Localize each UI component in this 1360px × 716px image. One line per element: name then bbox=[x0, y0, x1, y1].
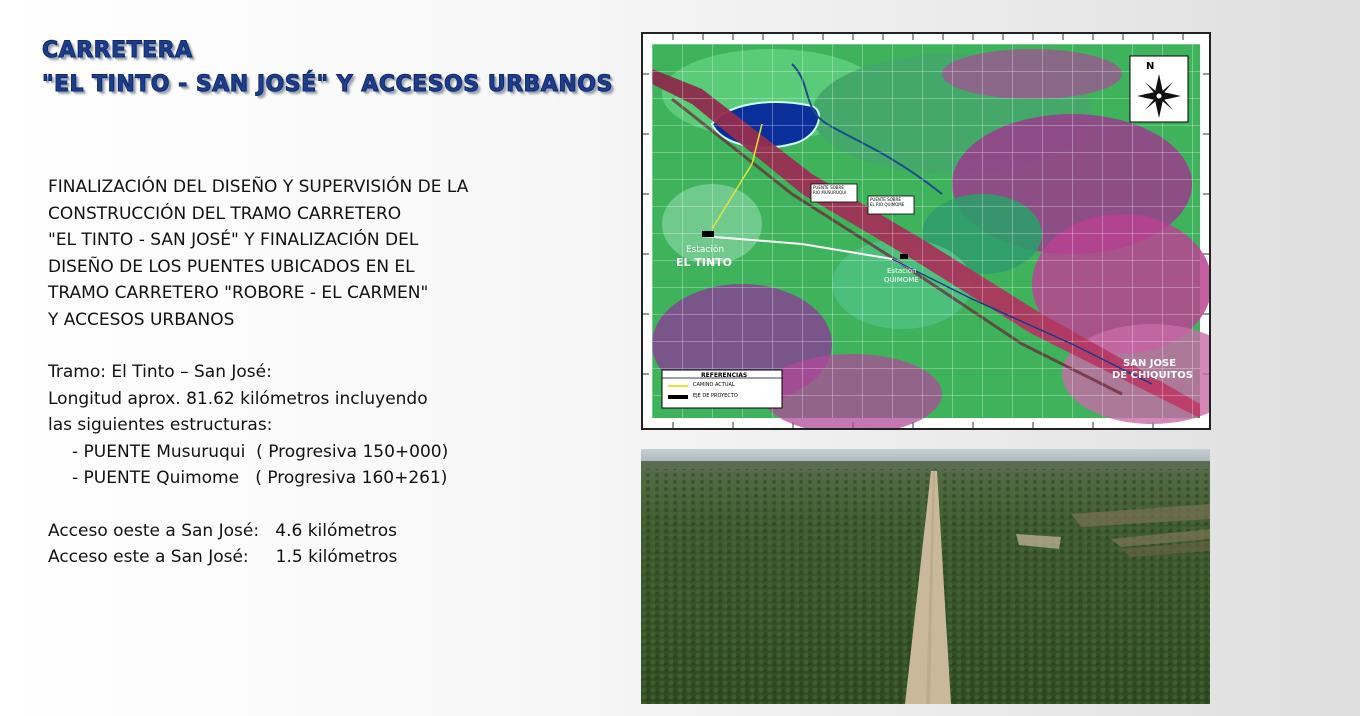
puente-quimome-text: - PUENTE Quimome ( Progresiva 160+261) bbox=[72, 468, 448, 488]
description-line: CONSTRUCCIÓN DEL TRAMO CARRETERO bbox=[48, 203, 402, 224]
legend-camino-actual: CAMINO ACTUAL bbox=[693, 382, 735, 388]
compass-north-label: N bbox=[1146, 61, 1155, 72]
satellite-map bbox=[641, 32, 1211, 430]
acceso-oeste-text: Acceso oeste a San José: 4.6 kilómetros bbox=[48, 520, 397, 541]
bridge-musuruqui-label-2: RIO MUSURUQUI bbox=[813, 190, 847, 195]
title-line-1: CARRETERA bbox=[42, 38, 193, 63]
san-jose-label-1: SAN JOSE bbox=[1123, 358, 1177, 369]
longitud-text: Longitud aprox. 81.62 kilómetros incluyendo bbox=[48, 388, 428, 409]
san-jose-label-2: DE CHIQUITOS bbox=[1112, 370, 1193, 381]
legend-title: REFERENCIAS bbox=[701, 372, 748, 379]
acceso-este-text: Acceso este a San José: 1.5 kilómetros bbox=[48, 547, 398, 567]
slide-title bbox=[42, 34, 613, 102]
description-line: TRAMO CARRETERO "ROBORE - EL CARMEN" bbox=[48, 283, 429, 303]
bridge-quimome-label-1: PUENTE SOBRE bbox=[870, 197, 901, 202]
el-tinto-station-label: Estación bbox=[686, 245, 725, 255]
bridge-quimome-label-2: EL RIO QUIMOME bbox=[870, 202, 905, 207]
description-line: FINALIZACIÓN DEL DISEÑO Y SUPERVISIÓN DE LA bbox=[48, 177, 469, 197]
estructuras-text: las siguientes estructuras: bbox=[48, 415, 273, 435]
description-line: DISEÑO DE LOS PUENTES UBICADOS EN EL bbox=[48, 256, 415, 277]
tramo-text: Tramo: El Tinto – San José: bbox=[48, 362, 272, 382]
el-tinto-label: EL TINTO bbox=[676, 256, 733, 269]
quimome-label: QUIMOME bbox=[884, 276, 919, 284]
quimome-station-label: Estación bbox=[887, 267, 917, 275]
puente-musuruqui-text: - PUENTE Musuruqui ( Progresiva 150+000) bbox=[72, 441, 449, 462]
aerial-road-photo bbox=[641, 449, 1210, 704]
project-description bbox=[48, 174, 608, 571]
description-line: "EL TINTO - SAN JOSÉ" Y FINALIZACIÓN DEL bbox=[48, 230, 419, 250]
description-line: Y ACCESOS URBANOS bbox=[48, 309, 235, 330]
legend-eje-proyecto: EJE DE PROYECTO bbox=[693, 393, 738, 399]
aerial-road-image bbox=[641, 449, 1210, 704]
bridge-musuruqui-label-1: PUENTE SOBRE bbox=[813, 185, 844, 190]
title-line-2: "EL TINTO - SAN JOSÉ" Y ACCESOS URBANOS bbox=[42, 72, 613, 97]
